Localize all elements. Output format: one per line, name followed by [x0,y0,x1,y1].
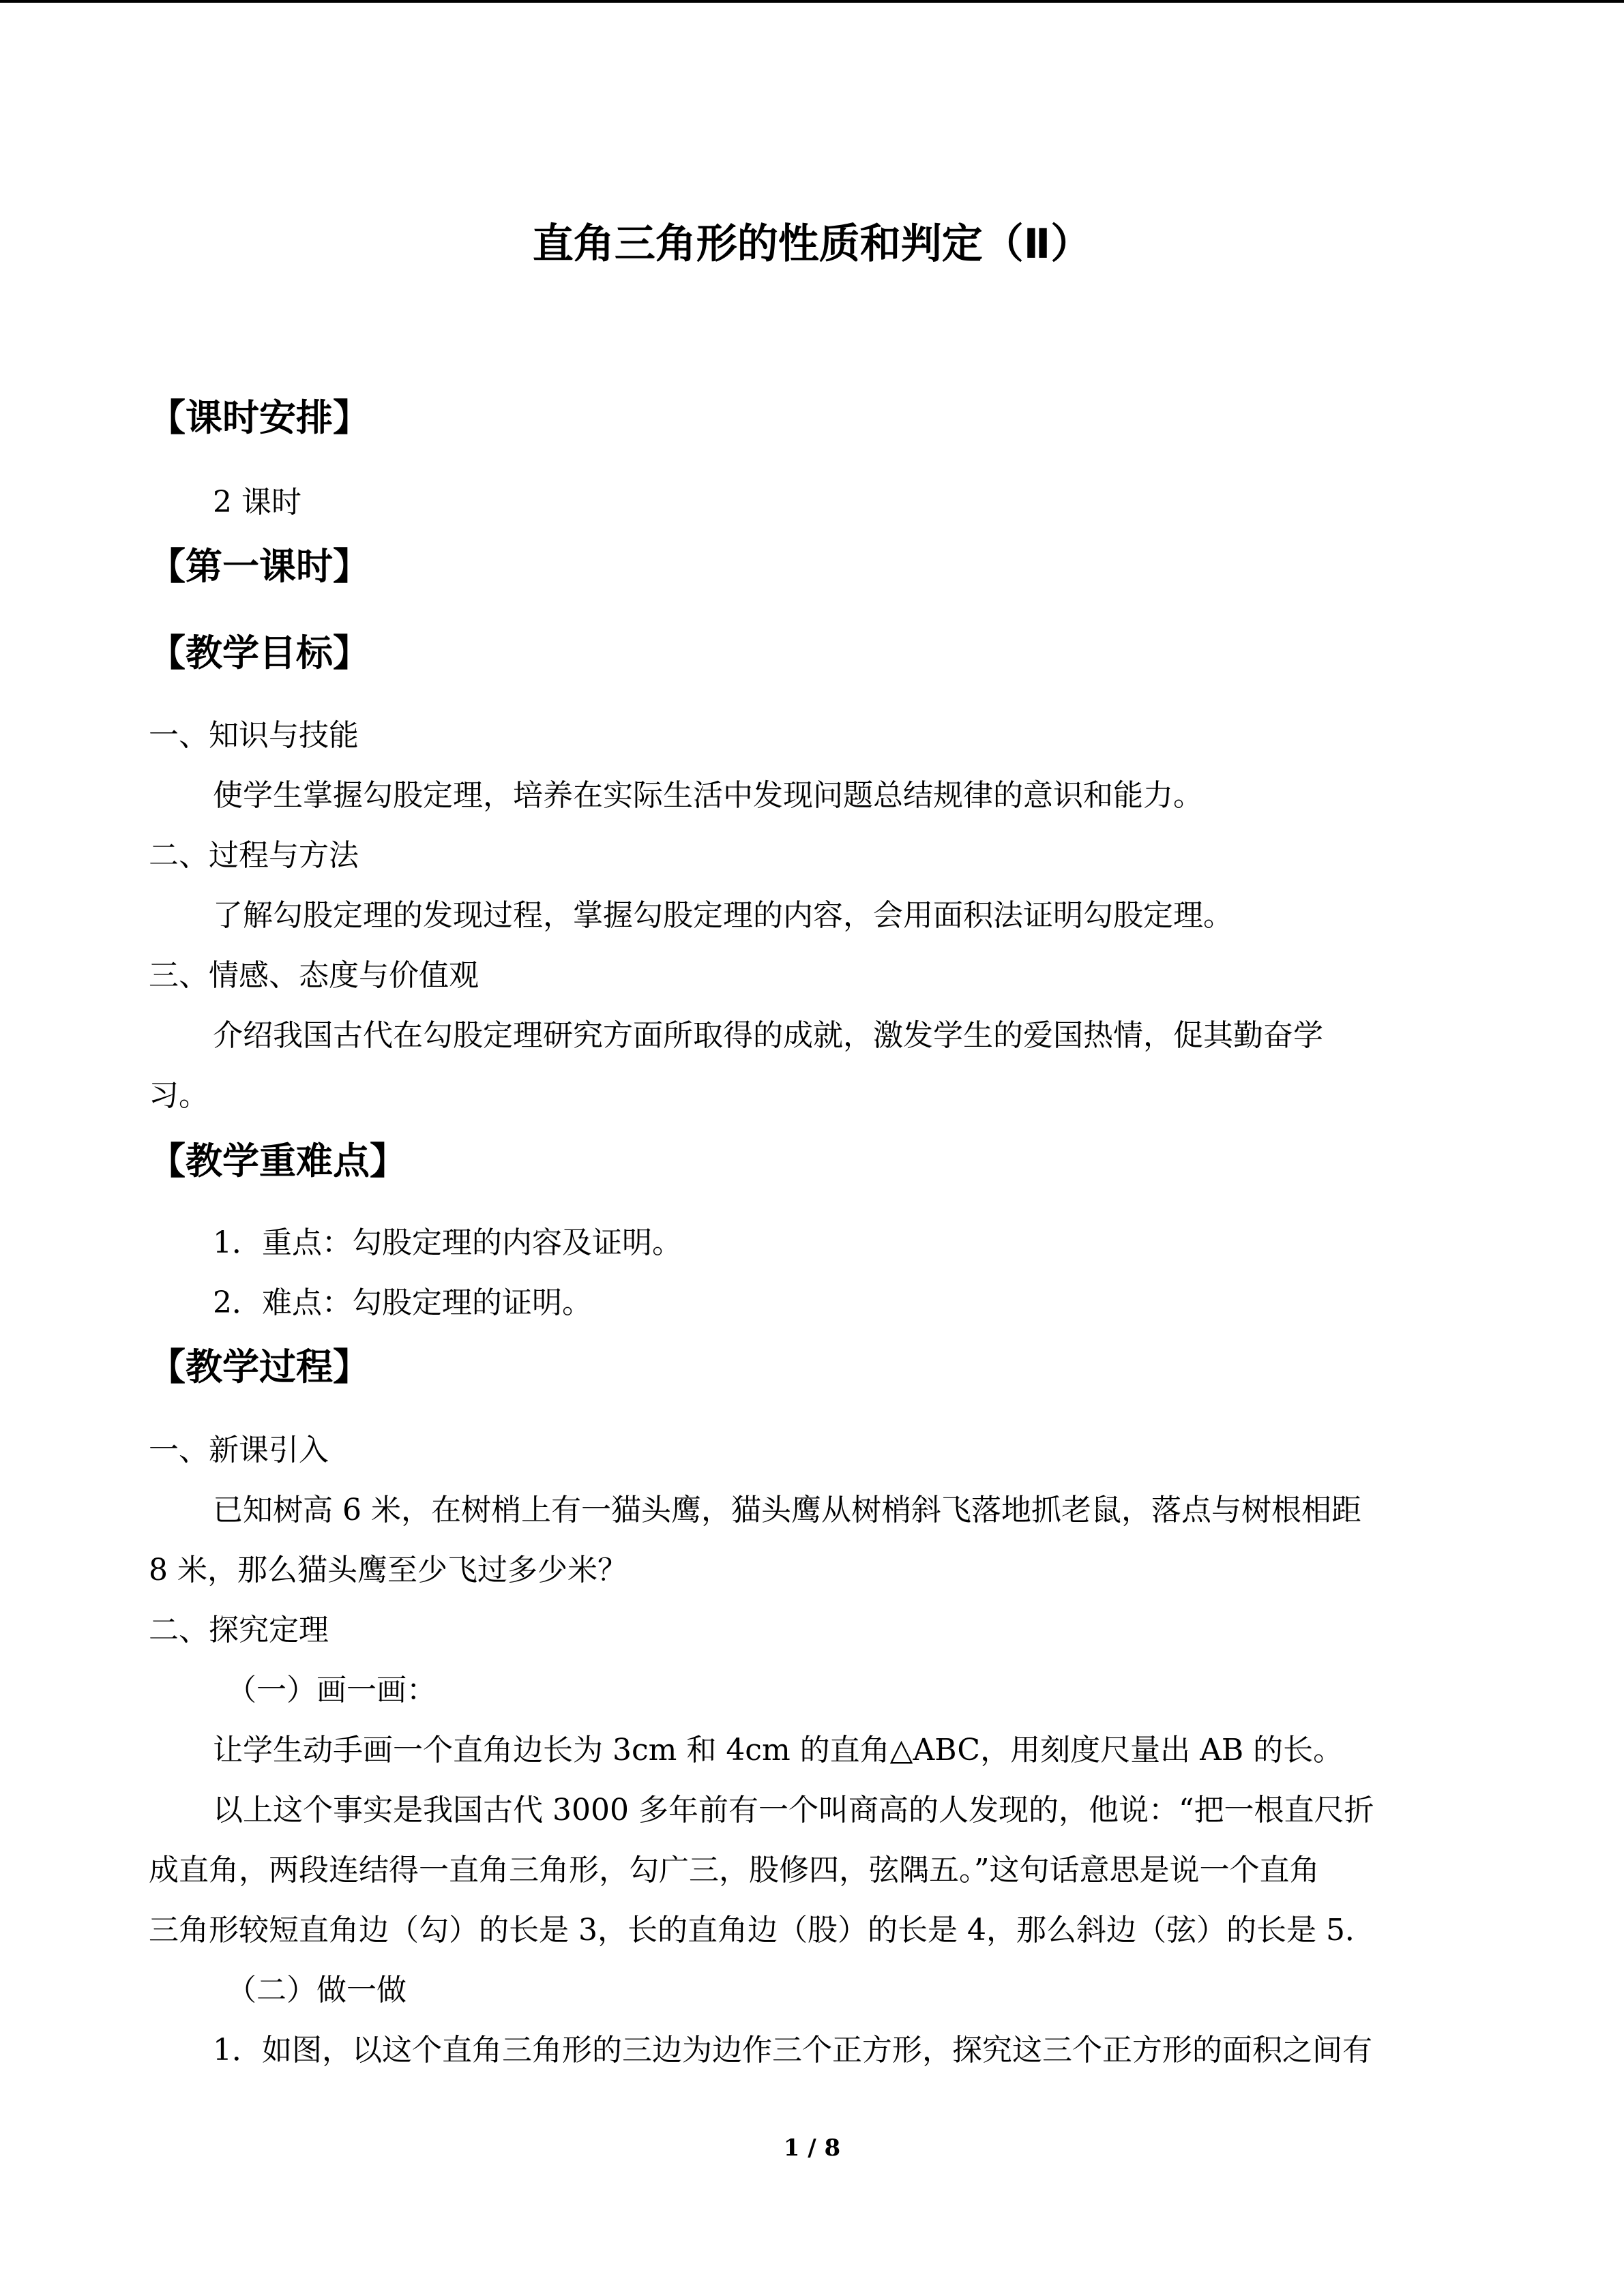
schedule-value: 2 课时 [213,485,301,520]
page-title: 直角三角形的性质和判定（Ⅱ） [532,220,1092,268]
goal2-title: 二、过程与方法 [149,838,359,873]
key-point-2: 2．难点：勾股定理的证明。 [213,1285,592,1320]
heading-schedule: 【课时安排】 [149,396,370,439]
heading-key-points: 【教学重难点】 [149,1139,407,1182]
page-top-border [0,0,1624,3]
draw-title: （一）画一画： [226,1673,437,1708]
step1-title: 一、新课引入 [149,1433,329,1467]
step2-title: 二、探究定理 [149,1613,329,1648]
history-line3: 三角形较短直角边（勾）的长是 3，长的直角边（股）的长是 4，那么斜边（弦）的长是 5． [149,1913,1375,1948]
history-line1: 以上这个事实是我国古代 3000 多年前有一个叫商高的人发现的，他说：“把一根直尺折 [213,1793,1374,1828]
draw-line1: 让学生动手画一个直角边长为 3cm 和 4cm 的直角△ABC，用刻度尺量出 AB 的长。 [213,1733,1344,1768]
heading-process: 【教学过程】 [149,1345,370,1388]
do-line1: 1．如图，以这个直角三角形的三边为边作三个正方形，探究这三个正方形的面积之间有 [213,2033,1372,2068]
key-point-1: 1．重点：勾股定理的内容及证明。 [213,1225,682,1260]
goal2-text: 了解勾股定理的发现过程，掌握勾股定理的内容，会用面积法证明勾股定理。 [213,898,1233,933]
do-title: （二）做一做 [226,1973,407,2008]
goal1-title: 一、知识与技能 [149,718,359,753]
step1-line2: 8 米，那么猫头鹰至少飞过多少米？ [149,1553,628,1587]
goal3-text-line2: 习。 [149,1078,209,1113]
step1-line1: 已知树高 6 米，在树梢上有一猫头鹰，猫头鹰从树梢斜飞落地抓老鼠，落点与树根相距 [213,1493,1361,1527]
heading-first-lesson: 【第一课时】 [149,545,370,588]
history-line2: 成直角，两段连结得一直角三角形，勾广三，股修四，弦隅五。”这句话意思是说一个直角 [149,1853,1320,1888]
goal1-text: 使学生掌握勾股定理，培养在实际生活中发现问题总结规律的意识和能力。 [213,778,1203,813]
page-number: 1 / 8 [783,2134,841,2162]
goal3-title: 三、情感、态度与价值观 [149,958,479,993]
heading-goals: 【教学目标】 [149,631,370,674]
goal3-text-line1: 介绍我国古代在勾股定理研究方面所取得的成就，激发学生的爱国热情，促其勤奋学 [213,1018,1323,1053]
